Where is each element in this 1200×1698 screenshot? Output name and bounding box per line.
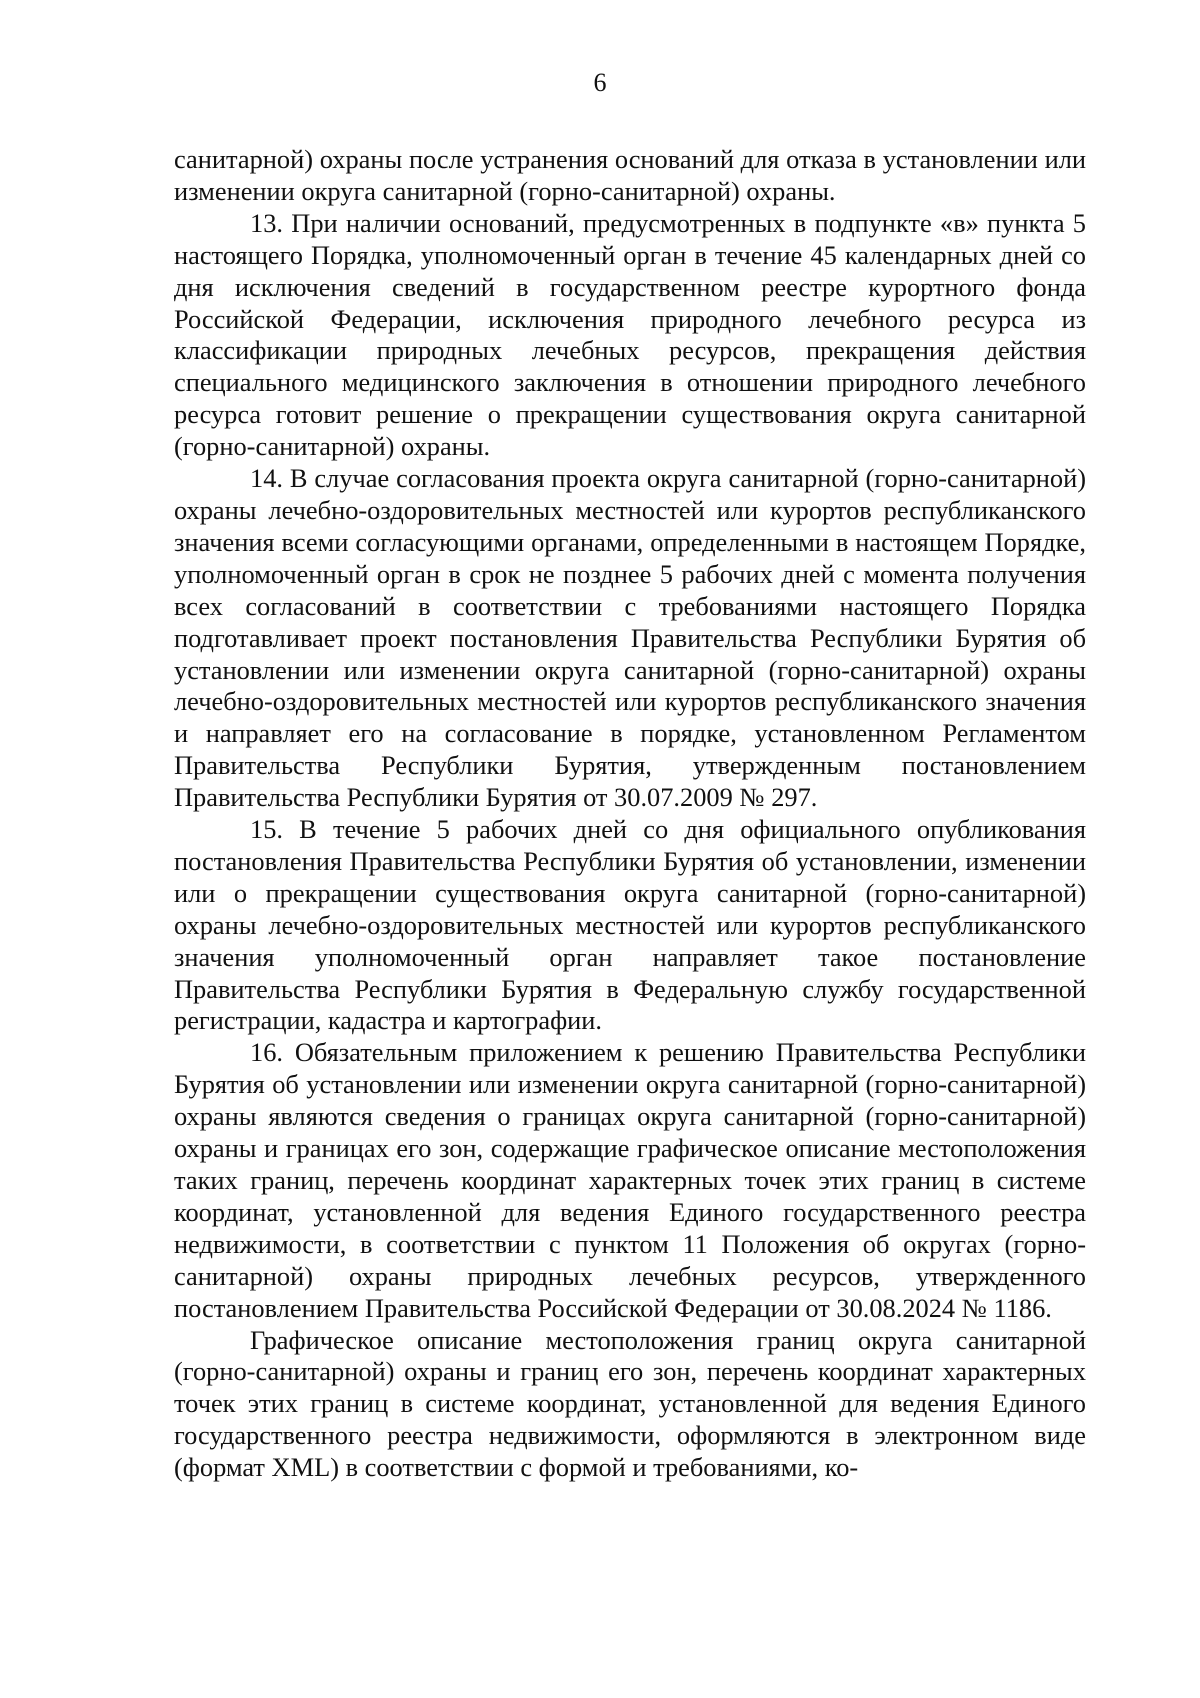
paragraph-item-13: 13. При наличии оснований, предусмотренных в подпункте «в» пункта 5 настоящего Порядка, уполномоченный орган в течение 45 календарных дней со дня исключения сведений в государственном реестре курортного фонда Российской Федерации, исключения природного лечебного ресурса из классификации природных лечебных ресурсов, прекращения действия специального медицинского заключения в отношении природного лечебного ресурса готовит решение о прекращении существования округа санитарной (горно-санитарной) охраны. (174, 207, 1086, 462)
paragraph-item-14: 14. В случае согласования проекта округа санитарной (горно-санитарной) охраны лечебно-оздоровительных местностей или курортов республиканского значения всеми согласующими органами, определенными в настоящем Порядке, уполномоченный орган в срок не позднее 5 рабочих дней с момента получения всех согласований в соответствии с требованиями настоящего Порядка подготавливает проект постановления Правительства Республики Бурятия об установлении или изменении округа санитарной (горно-санитарной) охраны лечебно-оздоровительных местностей или курортов республиканского значения и направляет его на согласование в порядке, установленном Регламентом Правительства Республики Бурятия, утвержденным постановлением Правительства Республики Бурятия от 30.07.2009 № 297. (174, 463, 1086, 813)
paragraph-continuation: санитарной) охраны после устранения оснований для отказа в установлении или изменении округа санитарной (горно-санитарной) охраны. (174, 144, 1086, 206)
page-number: 6 (593, 68, 607, 97)
document-body (174, 144, 1086, 1484)
paragraph-item-15: 15. В течение 5 рабочих дней со дня официального опубликования постановления Правительства Республики Бурятия об установлении, изменении или о прекращении существования округа санитарной (горно-санитарной) охраны лечебно-оздоровительных местностей или курортов республиканского значения уполномоченный орган направляет такое постановление Правительства Республики Бурятия в Федеральную службу государственной регистрации, кадастра и картографии. (174, 814, 1086, 1036)
paragraph-item-16: 16. Обязательным приложением к решению Правительства Республики Бурятия об установлении или изменении округа санитарной (горно-санитарной) охраны являются сведения о границах округа санитарной (горно-санитарной) охраны и границах его зон, содержащие графическое описание местоположения таких границ, перечень координат характерных точек этих границ в системе координат, установленной для ведения Единого государственного реестра недвижимости, в соответствии с пунктом 11 Положения об округах (горно-санитарной) охраны природных лечебных ресурсов, утвержденного постановлением Правительства Российской Федерации от 30.08.2024 № 1186. (174, 1037, 1086, 1323)
paragraph-graphic-description: Графическое описание местоположения границ округа санитарной (горно-санитарной) охраны и границ его зон, перечень координат характерных точек этих границ в системе координат, установленной для ведения Единого государственного реестра недвижимости, оформляются в электронном виде (формат XML) в соответствии с формой и требованиями, ко- (174, 1324, 1086, 1483)
